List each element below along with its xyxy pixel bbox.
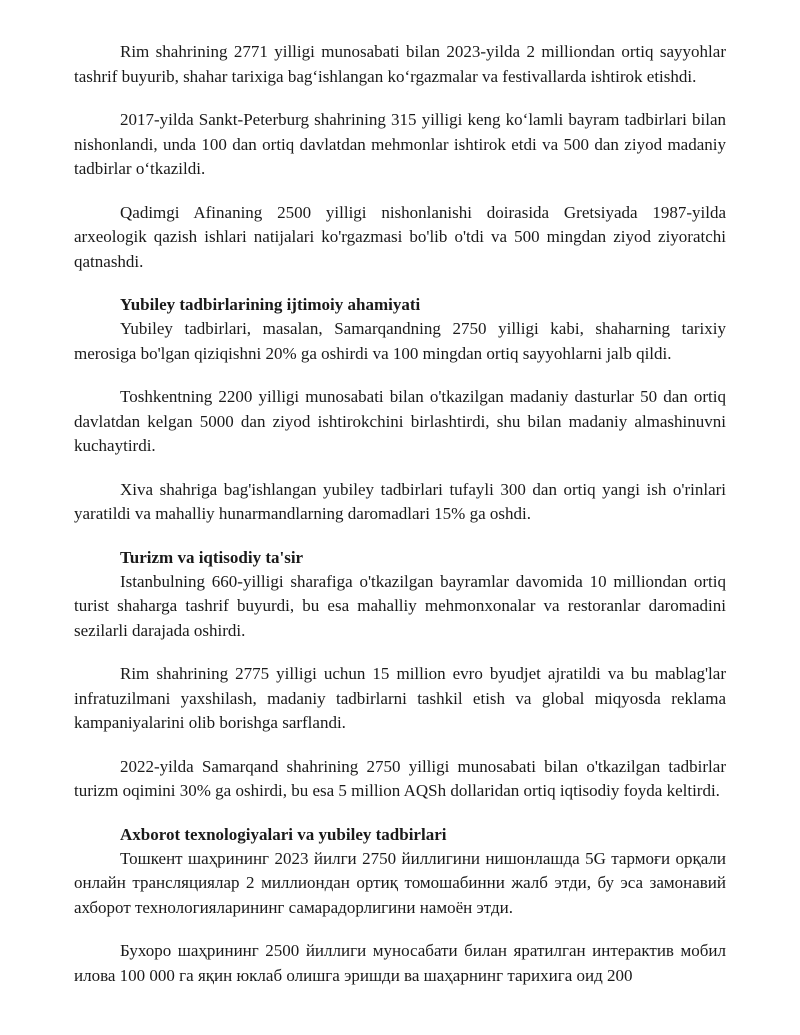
paragraph-bukhara-app: Бухоро шаҳрининг 2500 йиллиги муносабати билан яратилган интерактив мобил илова 100 000 га яқин юклаб олишга эришди ва шаҳарнинг тарихига оид 200 [74, 941, 726, 985]
paragraph-khiva-jobs: Xiva shahriga bag'ishlangan yubiley tadbirlari tufayli 300 dan ortiq yangi ish o'rinlari yaratildi va mahalliy hunarmandlarning daromadlari 15% ga oshdi. [74, 479, 726, 523]
paragraph-rome-2775-budget: Rim shahrining 2775 yilligi uchun 15 million evro byudjet ajratildi va bu mablag'lar infratuzilmani yaxshilash, madaniy tadbirlarni tashkil etish va global miqyosda reklama kampaniyalarini olib borishga sarflandi. [74, 664, 726, 732]
paragraph-athens-2500: Qadimgi Afinaning 2500 yilligi nishonlanishi doirasida Gretsiyada 1987-yilda arxeologik qazish ishlari natijalari ko'rgazmasi bo'lib o'tdi va 500 mingdan ziyod ziyoratchi qatnashdi. [74, 202, 726, 271]
document-page [74, 40, 726, 988]
paragraph-saint-petersburg-315: 2017-yilda Sankt-Peterburg shahrining 315 yilligi keng ko‘lamli bayram tadbirlari bilan nishonlandi, unda 100 dan ortiq davlatdan mehmonlar ishtirok etdi va 500 dan ziyod madaniy tadbirlar o‘tkazildi. [74, 110, 726, 178]
paragraph-tashkent-5g: Тошкент шаҳрининг 2023 йилги 2750 йиллигини нишонлашда 5G тармоғи орқали онлайн трансляциялар 2 миллиондан ортиқ томошабинни жалб этди, бу эса замонавий ахборот технологияларининг самарадорлигини намоён этди. [74, 848, 726, 917]
paragraph-samarkand-interest: Yubiley tadbirlari, masalan, Samarqandning 2750 yilligi kabi, shaharning tarixiy merosiga bo'lgan qiziqishni 20% ga oshirdi va 100 mingdan ortiq sayyohlarni jalb qildi. [74, 319, 726, 363]
section-heading-it-jubilee: Axborot texnologiyalari va yubiley tadbirlari [120, 824, 447, 844]
paragraph-samarkand-2022-tourism: 2022-yilda Samarqand shahrining 2750 yilligi munosabati bilan o'tkazilgan tadbirlar turizm oqimini 30% ga oshirdi, bu esa 5 million AQSh dollaridan ortiq iqtisodiy foyda keltirdi. [74, 756, 726, 800]
section-heading-tourism-economy: Turizm va iqtisodiy ta'sir [120, 547, 304, 567]
paragraph-tashkent-2200: Toshkentning 2200 yilligi munosabati bilan o'tkazilgan madaniy dasturlar 50 dan ortiq davlatdan kelgan 5000 dan ziyod ishtirokchini birlashtirdi, shu bilan madaniy almashinuvni kuchaytirdi. [74, 387, 726, 455]
paragraph-rome-2771: Rim shahrining 2771 yilligi munosabati bilan 2023-yilda 2 milliondan ortiq sayyohlar tashrif buyurib, shahar tarixiga bag‘ishlangan ko‘rgazmalar va festivallarda ishtirok etishdi. [74, 42, 726, 86]
paragraph-istanbul-660: Istanbulning 660-yilligi sharafiga o'tkazilgan bayramlar davomida 10 milliondan ortiq turist shaharga tashrif buyurdi, bu esa mahalliy mehmonxonalar va restoranlar daromadini sezilarli darajada oshirdi. [74, 571, 726, 640]
section-heading-social-significance: Yubiley tadbirlarining ijtimoiy ahamiyati [120, 295, 421, 314]
